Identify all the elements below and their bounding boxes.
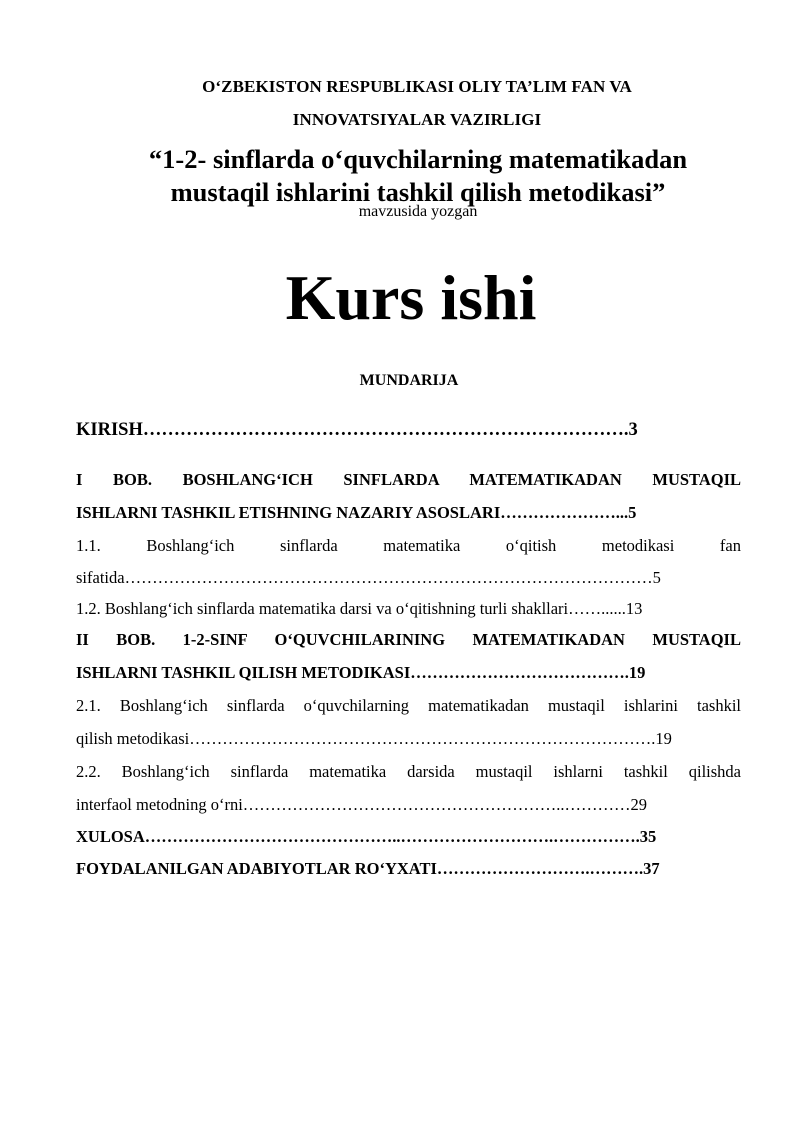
toc-entry-kirish: KIRISH…………………………………………………………………….3 (76, 420, 638, 440)
toc-entry-xulosa (76, 827, 656, 847)
toc-entry-references-text: FOYDALANILGAN ADABIYOTLAR RO‘YXATI……………………….……….37 (76, 859, 660, 878)
topic-subtitle: mavzusida yozgan (358, 203, 478, 220)
ministry-name-line1: O‘ZBEKISTON RESPUBLIKASI OLIY TA’LIM FAN VA (202, 77, 632, 96)
toc-entry-chapter1-line2: ISHLARNI TASHKIL ETISHNING NAZARIY ASOSLARI…………………...5 (76, 503, 637, 522)
toc-entry-1-2: 1.2. Boshlang‘ich sinflarda matematika darsi va o‘qitishning turli shakllari……......13 (76, 599, 643, 618)
work-type-title: Kurs ishi (285, 262, 537, 333)
toc-entry-2-1-line1: 2.1. Boshlang‘ich sinflarda o‘quvchilarning matematikadan mustaqil ishlarini tashkil (76, 696, 741, 715)
topic-title-line2: mustaqil ishlarini tashkil qilish metodikasi” (170, 177, 666, 207)
toc-entry-1-1-line2: sifatida……………………………………………………………………………………5 (76, 568, 661, 587)
toc-entry-chapter2-line1: II BOB. 1-2-SINF O‘QUVCHILARINING MATEMATIKADAN MUSTAQIL (76, 630, 741, 649)
toc-entry-2-2-line1: 2.2. Boshlang‘ich sinflarda matematika darsida mustaqil ishlarni tashkil qilishda (76, 762, 741, 781)
toc-entry-2-2-line2: interfaol metodning o‘rni…………………………………………………..…………29 (76, 795, 648, 814)
toc-entry-references (76, 859, 660, 879)
toc-entry-2-1-line2: qilish metodikasi………………………………………………………………………….19 (76, 729, 672, 748)
ministry-name-line2: INNOVATSIYALAR VAZIRLIGI (292, 110, 542, 129)
toc-entry-1-1-line1: 1.1. Boshlang‘ich sinflarda matematika o‘qitish metodikasi fan (76, 536, 741, 555)
toc-entry-chapter1-line1: I BOB. BOSHLANG‘ICH SINFLARDA MATEMATIKADAN MUSTAQIL (76, 470, 741, 489)
toc-entry-chapter2-line2: ISHLARNI TASHKIL QILISH METODIKASI………………………………….19 (76, 663, 646, 682)
topic-title-line1: “1-2- sinflarda o‘quvchilarning matematikadan (148, 144, 688, 174)
toc-entry-xulosa-text: XULOSA………………………………………..……………………….…………….35 (76, 827, 657, 846)
toc-heading: MUNDARIJA (359, 372, 459, 389)
